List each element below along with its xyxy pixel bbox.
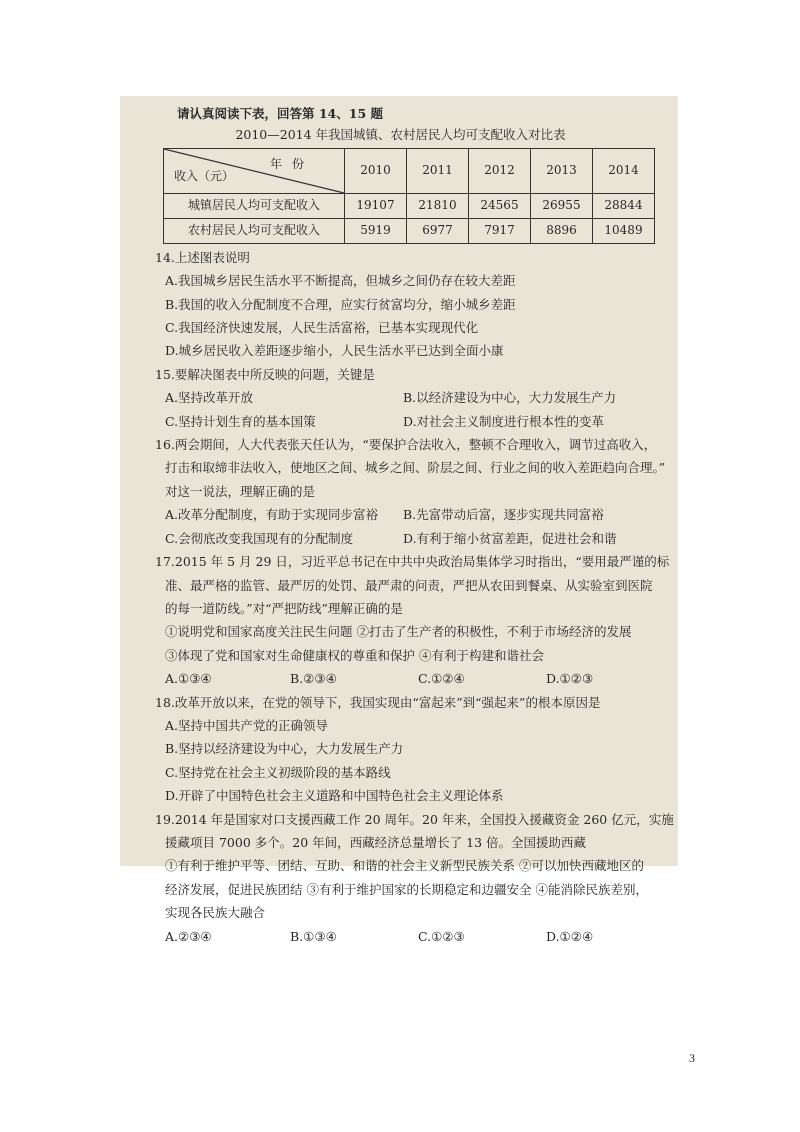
table-cell: 19107	[345, 193, 407, 218]
question-14-stem: 14.上述图表说明	[155, 249, 250, 265]
corner-label-income: 收入（元）	[174, 169, 235, 184]
table-cell: 10489	[593, 218, 655, 243]
corner-label-year: 年份	[269, 156, 314, 171]
table-cell: 21810	[407, 193, 469, 218]
question-16-options-ab	[155, 503, 666, 526]
table-cell: 6977	[407, 218, 469, 243]
question-19-statement-line: 经济发展，促进民族团结 ③有利于维护国家的长期稳定和边疆安全 ④能消除民族差别，	[165, 881, 648, 897]
row-label: 农村居民人均可支配收入	[164, 218, 345, 243]
year-header: 2011	[407, 148, 469, 193]
table-cell: 7917	[469, 218, 531, 243]
question-16-option-c: C.会彻底改变我国现有的分配制度	[165, 530, 354, 546]
year-header: 2010	[345, 148, 407, 193]
question-17-statement-line: ①说明党和国家高度关注民生问题 ②打击了生产者的积极性，不利于市场经济的发展	[165, 624, 632, 640]
scanned-exam-page	[120, 96, 678, 944]
question-17-option-d: D.①②③	[546, 671, 594, 687]
question-16-stem-line: 打击和取缔非法收入，使地区之间、城乡之间、阶层之间、行业之间的收入差距趋向合理。”	[165, 460, 666, 476]
page-number: 3	[689, 1051, 695, 1065]
question-19-option-b: B.①③④	[290, 928, 337, 944]
question-19-statement-line: ①有利于维护平等、团结、互助、和谐的社会主义新型民族关系 ②可以加快西藏地区的	[165, 858, 644, 874]
question-16-options-cd	[155, 527, 666, 550]
question-17-option-c: C.①②④	[418, 671, 465, 687]
question-18-option-b: B.坚持以经济建设为中心，大力发展生产力	[165, 741, 404, 757]
question-19-options	[155, 925, 666, 948]
question-17-statement-line: ③体现了党和国家对生命健康权的尊重和保护 ④有利于构建和谐社会	[165, 647, 544, 663]
question-15-option-a: A.坚持改革开放	[165, 390, 254, 406]
question-18-option-d: D.开辟了中国特色社会主义道路和中国特色社会主义理论体系	[165, 788, 504, 804]
question-15-options-ab	[155, 386, 666, 409]
question-17-stem-line: 17.2015 年 5 月 29 日，习近平总书记在中共中央政治局集体学习时指出，“要用最严谨的标	[155, 554, 670, 570]
question-15-option-c: C.坚持计划生育的基本国策	[165, 413, 316, 429]
year-header: 2013	[531, 148, 593, 193]
year-header: 2014	[593, 148, 655, 193]
income-table	[163, 148, 655, 244]
question-18-option-c: C.坚持党在社会主义初级阶段的基本路线	[165, 764, 391, 780]
table-corner-cell	[164, 148, 345, 193]
table-cell: 24565	[469, 193, 531, 218]
year-header: 2012	[469, 148, 531, 193]
table-row	[164, 193, 655, 218]
table-cell: 26955	[531, 193, 593, 218]
question-14-option-a: A.我国城乡居民生活水平不断提高，但城乡之间仍存在较大差距	[165, 273, 516, 289]
question-19-stem-line: 19.2014 年是国家对口支援西藏工作 20 周年。20 年来，全国投入援藏资金 260 亿元，实施	[155, 811, 674, 827]
table-row	[164, 218, 655, 243]
table-cell: 28844	[593, 193, 655, 218]
question-17-options	[155, 667, 666, 690]
table-cell: 5919	[345, 218, 407, 243]
question-17-option-b: B.②③④	[290, 671, 337, 687]
question-19-option-a: A.②③④	[165, 928, 212, 944]
table-cell: 8896	[531, 218, 593, 243]
question-16-stem-line: 对这一说法，理解正确的是	[165, 483, 316, 499]
question-16-option-d: D.有利于缩小贫富差距，促进社会和谐	[403, 530, 617, 546]
question-16-option-a: A.改革分配制度，有助于实现同步富裕	[165, 507, 379, 523]
question-19-statement-line: 实现各民族大融合	[165, 905, 266, 921]
question-14-option-c: C.我国经济快速发展，人民生活富裕，已基本实现现代化	[165, 320, 479, 336]
question-19-stem-line: 援藏项目 7000 多个。20 年间，西藏经济总量增长了 13 倍。全国援助西藏	[165, 834, 586, 850]
question-17-stem-line: 的每一道防线。”对“严把防线”理解正确的是	[165, 600, 403, 616]
table-header-row	[164, 148, 655, 193]
question-15-options-cd	[155, 410, 666, 433]
question-15-option-d: D.对社会主义制度进行根本性的变革	[403, 413, 605, 429]
question-18-option-a: A.坚持中国共产党的正确领导	[165, 717, 329, 733]
question-17-stem-line: 准、最严格的监管、最严厉的处罚、最严肃的问责，严把从农田到餐桌、从实验室到医院	[165, 577, 653, 593]
question-19-option-d: D.①②④	[546, 928, 594, 944]
question-15-stem: 15.要解决图表中所反映的问题，关键是	[155, 366, 375, 382]
question-18-stem: 18.改革开放以来，在党的领导下，我国实现由“富起来”到“强起来”的根本原因是	[155, 694, 601, 710]
question-16-option-b: B.先富带动后富，逐步实现共同富裕	[403, 507, 604, 523]
question-16-stem-line: 16.两会期间，人大代表张天任认为，“要保护合法收入，整顿不合理收入，调节过高收入，	[155, 437, 657, 453]
row-label: 城镇居民人均可支配收入	[164, 193, 345, 218]
question-19-option-c: C.①②③	[418, 928, 465, 944]
table-caption: 2010—2014 年我国城镇、农村居民人均可支配收入对比表	[235, 127, 566, 143]
question-17-option-a: A.①③④	[165, 671, 212, 687]
question-15-option-b: B.以经济建设为中心，大力发展生产力	[403, 390, 617, 406]
reading-instruction: 请认真阅读下表，回答第 14、15 题	[177, 106, 383, 121]
question-14-option-d: D.城乡居民收入差距逐步缩小，人民生活水平已达到全面小康	[165, 343, 504, 359]
question-14-option-b: B.我国的收入分配制度不合理，应实行贫富均分，缩小城乡差距	[165, 296, 516, 312]
